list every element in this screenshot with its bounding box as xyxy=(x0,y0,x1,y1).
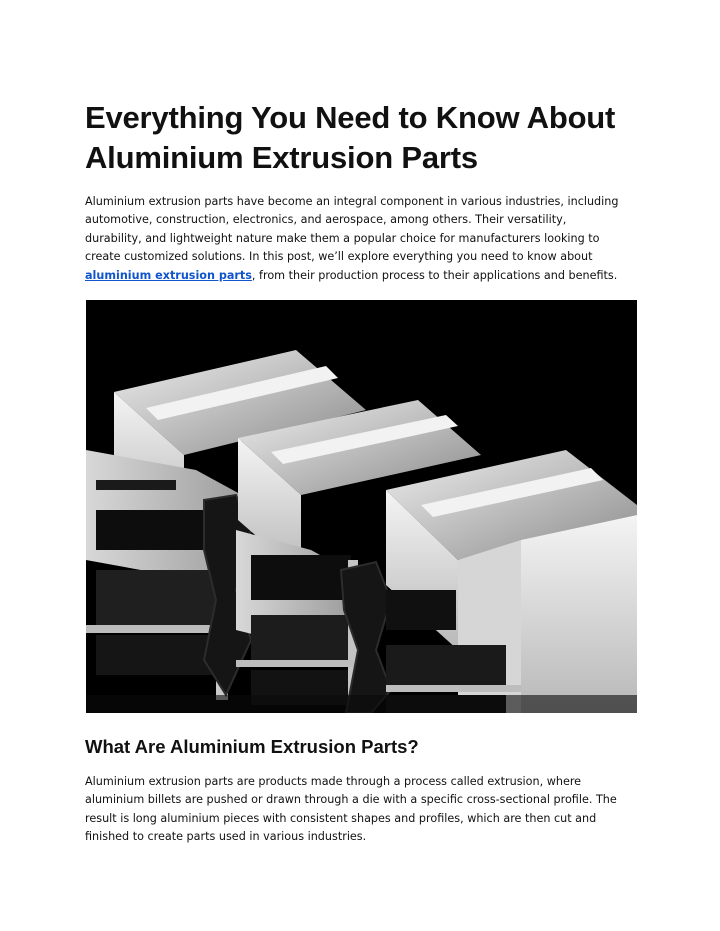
aluminium-extrusion-profiles-photo xyxy=(86,300,637,713)
section-heading: What Are Aluminium Extrusion Parts? xyxy=(85,736,419,757)
section-paragraph: Aluminium extrusion parts are products made through a process called extrusion, where aluminium billets are pushed or drawn through a die with a specific cross-sectional profile. The result is long aluminium pieces with consistent shapes and profiles, which are then cut and finished to create parts used in various industries. xyxy=(85,775,617,844)
intro-paragraph xyxy=(85,193,625,285)
aluminium-extrusion-parts-link[interactable]: aluminium extrusion parts xyxy=(85,268,252,282)
extrusion-profile-3 xyxy=(386,450,637,713)
page-title: Everything You Need to Know About Aluminium Extrusion Parts xyxy=(85,100,616,175)
intro-text-before-link: Aluminium extrusion parts have become an integral component in various industries, including automotive, construction, electronics, and aerospace, among others. Their versatility, durability, and lightweight nature make them a popular choice for manufacturers looking to create customized solutions. In this post, we’ll explore everything you need to know about xyxy=(85,195,619,264)
intro-text-after-link: , from their production process to their applications and benefits. xyxy=(251,268,618,282)
